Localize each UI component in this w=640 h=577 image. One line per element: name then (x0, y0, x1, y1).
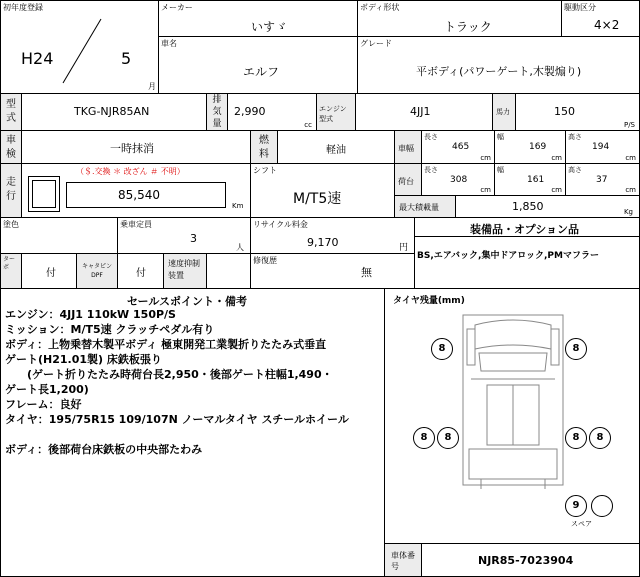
cargo-length-cell (421, 163, 495, 196)
tire-rear-left-inner: 8 (437, 427, 459, 449)
displacement-value: 2,990 (234, 105, 266, 118)
chassis-label: 車体番号 (391, 551, 415, 571)
equipment-title-underline (415, 236, 639, 237)
mileage-cell (21, 163, 251, 218)
chassis-value: NJR85-7023904 (478, 554, 574, 567)
mileage-label: 走行 (6, 177, 16, 202)
color-label: 塗色 (3, 220, 19, 229)
inspection-label: 車検 (6, 135, 16, 160)
fuel-cell (277, 130, 395, 164)
grade-value: 平ボディ(パワーゲート,木製煽り) (416, 65, 582, 78)
first-registration-label: 初年度登録 (3, 3, 43, 12)
mileage-unit: Km (232, 202, 244, 210)
sales-points-title: セールスポイント・備考 (127, 295, 248, 308)
cargo-height-unit: cm (625, 186, 636, 194)
displacement-unit: cc (304, 121, 312, 129)
diagonal-slash (1, 1, 160, 95)
sales-point-line: エンジン：4JJ1 110kW 150P/S (5, 308, 176, 321)
repair-value: 無 (361, 266, 372, 279)
turbo-value: 付 (46, 268, 56, 279)
vehicle-dims-label-cell (394, 130, 422, 164)
shift-value: M/T5速 (293, 191, 342, 207)
cargo-width-label: 幅 (497, 166, 504, 174)
horsepower-unit: P/S (623, 121, 635, 129)
shift-label: シフト (253, 166, 277, 175)
chassis-cell (421, 543, 640, 577)
drive-cell (561, 0, 640, 37)
sales-point-line: ゲート長1,200) (5, 383, 89, 396)
cargo-length-unit: cm (480, 186, 491, 194)
turbo-label-cell (0, 253, 22, 289)
sales-points-text (5, 307, 349, 457)
max-load-label-cell (394, 195, 456, 218)
cargo-height-label: 高さ (568, 166, 582, 174)
inspection-label-cell (0, 130, 22, 164)
cargo-dims-label: 荷台 (398, 177, 414, 186)
mileage-note: （＄.交換 ＊ 改ざん ＃ 不明） (76, 167, 185, 176)
mileage-label-cell (0, 163, 22, 218)
horsepower-value: 150 (554, 105, 575, 118)
recycle-unit: 円 (398, 243, 408, 253)
speed-limiter-label: 速度抑制装置 (168, 259, 200, 280)
vehicle-name-label: 車名 (161, 39, 177, 48)
first-registration-month: 5 (121, 49, 132, 68)
drive-value: 4×2 (594, 18, 620, 32)
sales-point-line: フレーム：良好 (5, 398, 82, 411)
month-unit: 月 (148, 82, 156, 91)
vehicle-width-unit: cm (551, 154, 562, 162)
tire-cell (384, 288, 640, 544)
displacement-label: 排気量 (212, 95, 222, 129)
vehicle-width-value: 169 (529, 142, 547, 152)
horsepower-label-cell (492, 93, 516, 131)
vehicle-name-cell (158, 36, 358, 94)
model-value: TKG-NJR85AN (74, 105, 150, 118)
catalyst-value: 付 (136, 268, 146, 279)
capacity-unit: 人 (236, 243, 244, 252)
catalyst-label: キャタピン DPF (81, 263, 112, 279)
tire-front-right: 8 (565, 338, 587, 360)
shift-cell (250, 163, 395, 218)
sales-points-cell (0, 288, 385, 577)
cargo-dims-label-cell (394, 163, 422, 196)
tire-spare-label: スペア (571, 520, 592, 528)
vehicle-height-cell (565, 130, 640, 164)
tire-rear-right-inner: 8 (565, 427, 587, 449)
fuel-label: 燃料 (259, 135, 269, 160)
vehicle-width-cell (494, 130, 566, 164)
engine-value: 4JJ1 (410, 105, 431, 118)
tire-rear-right-outer: 8 (589, 427, 611, 449)
cargo-height-cell (565, 163, 640, 196)
model-label-cell (0, 93, 22, 131)
maker-value: いすゞ (251, 20, 288, 34)
sales-point-line: ボディ：後部荷台床鉄板の中央部たわみ (5, 443, 203, 456)
capacity-cell (117, 217, 251, 254)
drive-label: 駆動区分 (564, 3, 596, 12)
inspection-value: 一時抹消 (110, 142, 154, 155)
body-type-cell (357, 0, 562, 37)
vehicle-length-unit: cm (480, 154, 491, 162)
displacement-cell (227, 93, 317, 131)
capacity-value: 3 (190, 232, 197, 245)
equipment-text: BS,エアバック,集中ドアロック,PMマフラー (417, 251, 599, 261)
model-cell (21, 93, 207, 131)
body-type-value: トラック (444, 20, 492, 34)
color-cell (0, 217, 118, 254)
sales-point-line: ボディ：上物乗替木製平ボディ 極東開発工業製折りたたみ式垂直 (5, 338, 327, 351)
vehicle-width-label: 幅 (497, 133, 504, 141)
body-type-label: ボディ形状 (360, 3, 400, 12)
sales-point-line (5, 427, 349, 442)
recycle-label: リサイクル料金 (253, 220, 308, 229)
max-load-unit: Kg (623, 208, 633, 216)
sales-point-line: ゲート(H21.01製) 床鉄板張り (5, 353, 162, 366)
grade-cell (357, 36, 640, 94)
chassis-label-cell (384, 543, 422, 577)
tire-title: タイヤ残量(mm) (393, 296, 465, 306)
vehicle-height-label: 高さ (568, 133, 582, 141)
cargo-width-cell (494, 163, 566, 196)
mileage-status-box (28, 176, 60, 212)
max-load-value: 1,850 (512, 200, 544, 213)
recycle-value: 9,170 (307, 236, 339, 249)
inspection-cell (21, 130, 251, 164)
horsepower-cell (515, 93, 640, 131)
cargo-height-value: 37 (596, 175, 608, 185)
first-registration-cell (0, 0, 159, 94)
vehicle-length-value: 465 (452, 142, 470, 152)
speed-limiter-cell (206, 253, 251, 289)
displacement-label-cell (206, 93, 228, 131)
tire-spare: 9 (565, 495, 587, 517)
vehicle-dims-label: 車幅 (398, 144, 414, 153)
repair-label: 修復歴 (253, 256, 277, 265)
catalyst-cell (117, 253, 164, 289)
tire-spare-blank (591, 495, 613, 517)
grade-label: グレード (360, 39, 392, 48)
vehicle-height-unit: cm (625, 154, 636, 162)
cargo-length-label: 長さ (424, 166, 438, 174)
engine-label: エンジン型式 (319, 105, 347, 123)
first-registration-era: H24 (21, 49, 54, 68)
turbo-label: ターボ (3, 256, 16, 271)
cargo-width-unit: cm (551, 186, 562, 194)
recycle-cell (250, 217, 415, 254)
tire-rear-left-outer: 8 (413, 427, 435, 449)
speed-limiter-label-cell (163, 253, 207, 289)
vehicle-length-cell (421, 130, 495, 164)
vehicle-name-value: エルフ (243, 65, 280, 79)
horsepower-label: 馬力 (496, 108, 510, 116)
fuel-value: 軽油 (326, 145, 346, 156)
capacity-label: 乗車定員 (120, 220, 152, 229)
engine-label-cell (316, 93, 356, 131)
sales-point-line: タイヤ：195/75R15 109/107N ノーマルタイヤ スチールホイール (5, 413, 349, 426)
mileage-value: 85,540 (118, 188, 160, 202)
vehicle-height-value: 194 (592, 142, 610, 152)
catalyst-label-cell (76, 253, 118, 289)
sales-point-line: (ゲート折りたたみ時荷台長2,950・後部ゲート柱幅1,490・ (5, 368, 333, 381)
cargo-width-value: 161 (527, 175, 545, 185)
equipment-title: 装備品・オプション品 (470, 223, 580, 236)
max-load-cell (455, 195, 640, 218)
model-label: 型式 (6, 99, 16, 124)
tire-front-left: 8 (431, 338, 453, 360)
engine-cell (355, 93, 493, 131)
cargo-length-value: 308 (450, 175, 468, 185)
equipment-cell (414, 217, 640, 289)
repair-cell (250, 253, 415, 289)
maker-label: メーカー (161, 3, 193, 12)
vehicle-length-label: 長さ (424, 133, 438, 141)
sales-point-line: ミッション：M/T5速 クラッチペダル有り (5, 323, 215, 336)
fuel-label-cell (250, 130, 278, 164)
max-load-label: 最大積載量 (399, 203, 439, 212)
turbo-cell (21, 253, 77, 289)
maker-cell (158, 0, 358, 37)
